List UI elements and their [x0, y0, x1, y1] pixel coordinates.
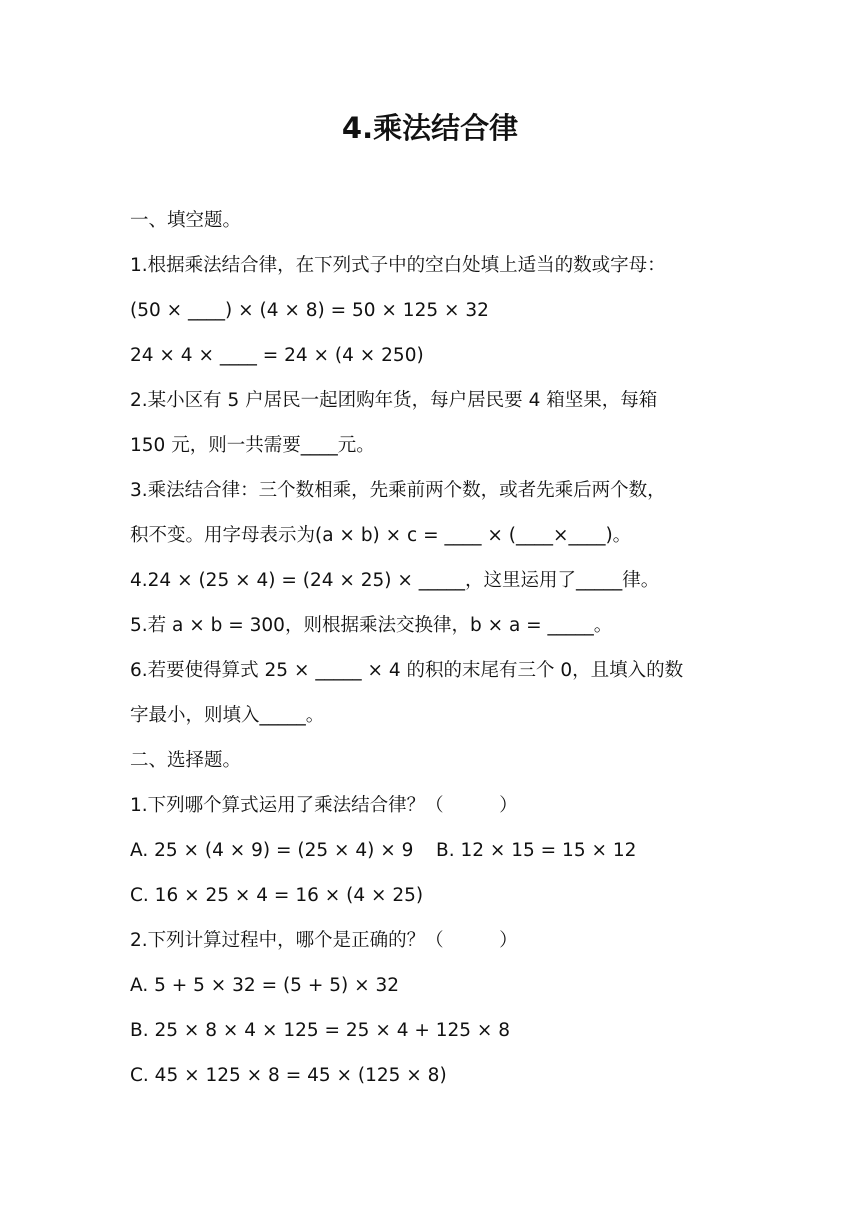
fill-q1-stem: 1.根据乘法结合律，在下列式子中的空白处填上适当的数或字母： — [130, 255, 666, 276]
choice-q1-stem: 1.下列哪个算式运用了乘法结合律？（ ） — [130, 795, 518, 816]
fill-q5: 5.若 a × b = 300，则根据乘法交换律，b × a = _____。 — [130, 615, 613, 636]
fill-q1-item-1: (50 × ____) × (4 × 8) = 50 × 125 × 32 — [130, 300, 489, 321]
choice-q2-stem: 2.下列计算过程中，哪个是正确的？（ ） — [130, 930, 518, 951]
fill-q2-line-2: 150 元，则一共需要____元。 — [130, 435, 375, 456]
fill-q2-line-1: 2.某小区有 5 户居民一起团购年货，每户居民要 4 箱坚果，每箱 — [130, 390, 658, 411]
choice-q1-option-c: C. 16 × 25 × 4 = 16 × (4 × 25) — [130, 885, 424, 906]
fill-q3-line-1: 3.乘法结合律：三个数相乘，先乘前两个数，或者先乘后两个数， — [130, 480, 666, 501]
choice-q2-option-c: C. 45 × 125 × 8 = 45 × (125 × 8) — [130, 1065, 447, 1086]
worksheet-content — [130, 198, 770, 1098]
choice-q2-option-a: A. 5 + 5 × 32 = (5 + 5) × 32 — [130, 975, 399, 996]
page-title: 4.乘法结合律 — [341, 111, 519, 145]
choice-q1-option-b: B. 12 × 15 = 15 × 12 — [436, 840, 637, 861]
fill-q6-line-1: 6.若要使得算式 25 × _____ × 4 的积的末尾有三个 0，且填入的数 — [130, 660, 684, 681]
choice-q2-option-b: B. 25 × 8 × 4 × 125 = 25 × 4 + 125 × 8 — [130, 1020, 511, 1041]
choice-q1-options-row — [130, 828, 770, 873]
fill-q6-line-2: 字最小，则填入_____。 — [130, 705, 325, 726]
section-heading-fill-in: 一、填空题。 — [130, 210, 242, 231]
fill-q1-item-2: 24 × 4 × ____ = 24 × (4 × 250) — [130, 345, 424, 366]
fill-q3-line-2: 积不变。用字母表示为(a × b) × c = ____ × (____×____)。 — [130, 525, 632, 546]
fill-q4: 4.24 × (25 × 4) = (24 × 25) × _____，这里运用了_____律。 — [130, 570, 660, 591]
section-heading-choice: 二、选择题。 — [130, 750, 242, 771]
choice-q1-option-a: A. 25 × (4 × 9) = (25 × 4) × 9 — [130, 840, 414, 861]
